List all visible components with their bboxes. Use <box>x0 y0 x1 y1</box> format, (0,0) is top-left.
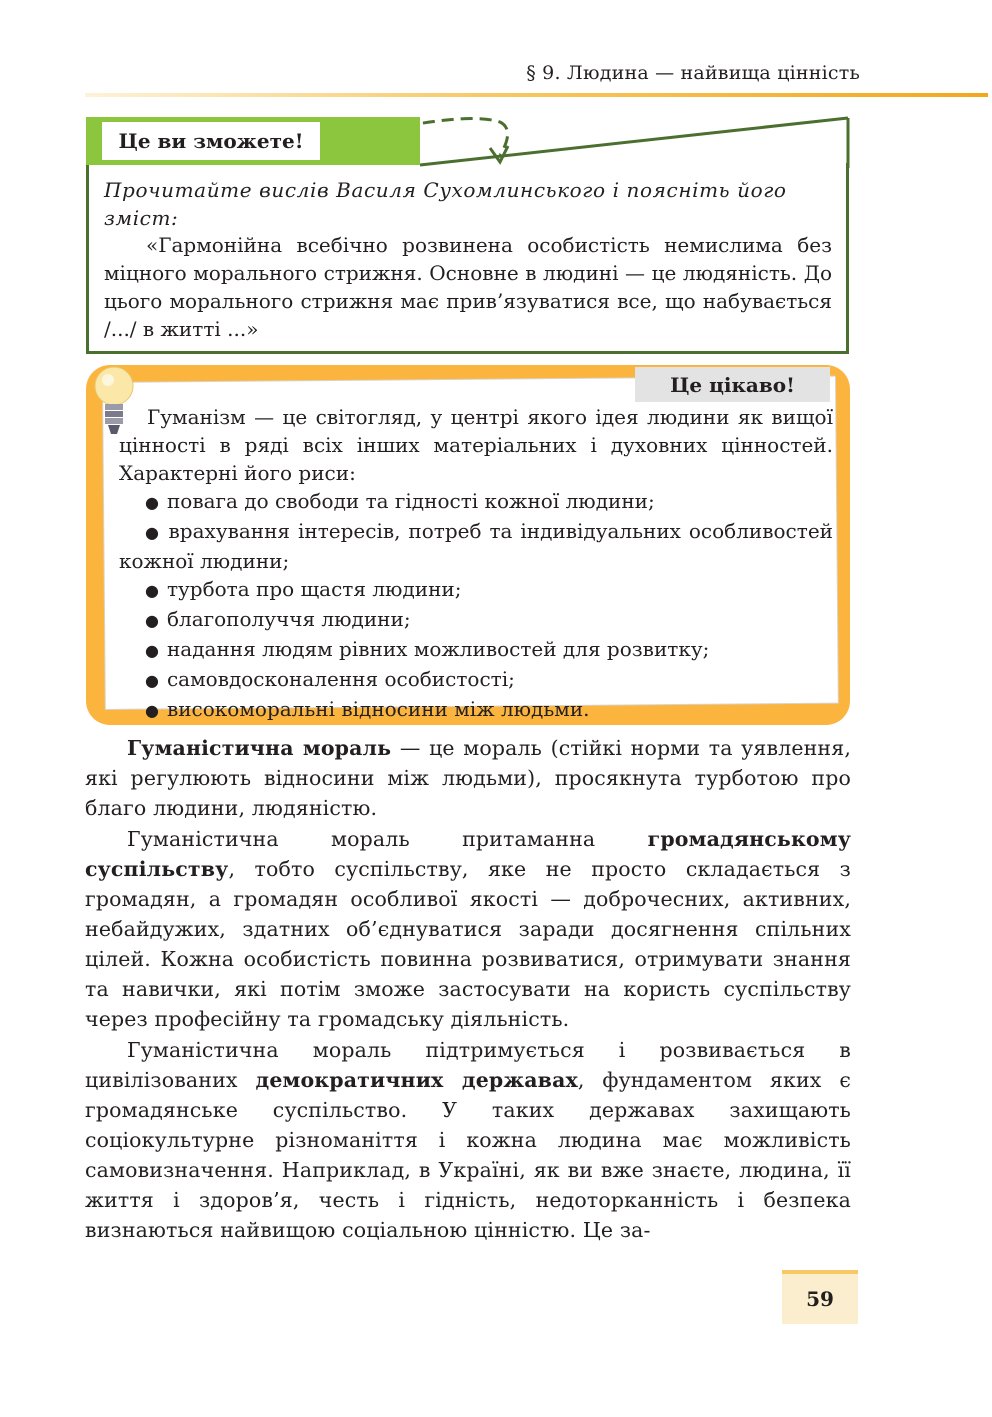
task-quote: «Гармонійна всебічно розвинена особистість немислима без міцного морального стрижня. Основне в людині — це людяність. До цього морального стрижня має прив’язуватися все, що набувається /.../ в житті ...» <box>104 233 832 341</box>
list-item: ● повага до свободи та гідності кожної людини; <box>145 489 655 513</box>
body-text <box>85 733 851 1246</box>
task-prompt: Прочитайте вислів Василя Сухомлинського і поясніть його зміст: <box>104 178 787 230</box>
section-title: § 9. Людина — найвища цінність <box>526 62 860 84</box>
info-tab-label: Це цікаво! <box>635 367 830 402</box>
list-item: ● самовдосконалення особистості; <box>145 667 515 691</box>
list-item: ● високоморальні відносини між людьми. <box>145 697 590 721</box>
info-text <box>119 403 833 725</box>
list-item: ● благополуччя людини; <box>145 607 411 631</box>
paragraph: Гуманістична мораль притаманна громадянському суспільству, тобто суспільству, яке не просто складається з громадян, а громадян особливої якості — доброчесних, активних, небайдужих, здатних об’єднуватися заради досягнення спільних цілей. Кожна особистість повинна розвиватися, отримувати знання та навички, які потім зможе застосувати на користь суспільству через професійну та громадську діяльність. <box>85 827 851 1031</box>
paragraph: Гуманістична мораль — це мораль (стійкі норми та уявлення, які регулюють відносини між людьми), просякнута турботою про благо людини, людяністю. <box>85 736 851 820</box>
list-item: ● турбота про щастя людини; <box>145 577 462 601</box>
info-intro: Гуманізм — це світогляд, у центрі якого ідея людини як вищої цінності в ряді всіх інших матеріальних і духовних цінностей. Характерні його риси: <box>119 405 833 485</box>
paragraph: Гуманістична мораль підтримується і розвивається в цивілізованих демократичних державах, фундаментом яких є громадянське суспільство. У таких державах захищають соціокультурне різноманіття і кожна людина має можливість самовизначення. Наприклад, в Україні, як ви вже знаєте, людина, її життя і здоров’я, честь і гідність, недоторканність і безпека визнаються найвищою соціальною цінністю. Це за- <box>85 1038 851 1242</box>
traits-list <box>119 487 833 725</box>
page-number: 59 <box>782 1270 858 1324</box>
list-item: ● надання людям рівних можливостей для розвитку; <box>145 637 710 661</box>
list-item: ● врахування інтересів, потреб та індивідуальних особливостей кожної людини; <box>119 519 833 573</box>
task-tab-label: Це ви зможете! <box>102 122 320 160</box>
